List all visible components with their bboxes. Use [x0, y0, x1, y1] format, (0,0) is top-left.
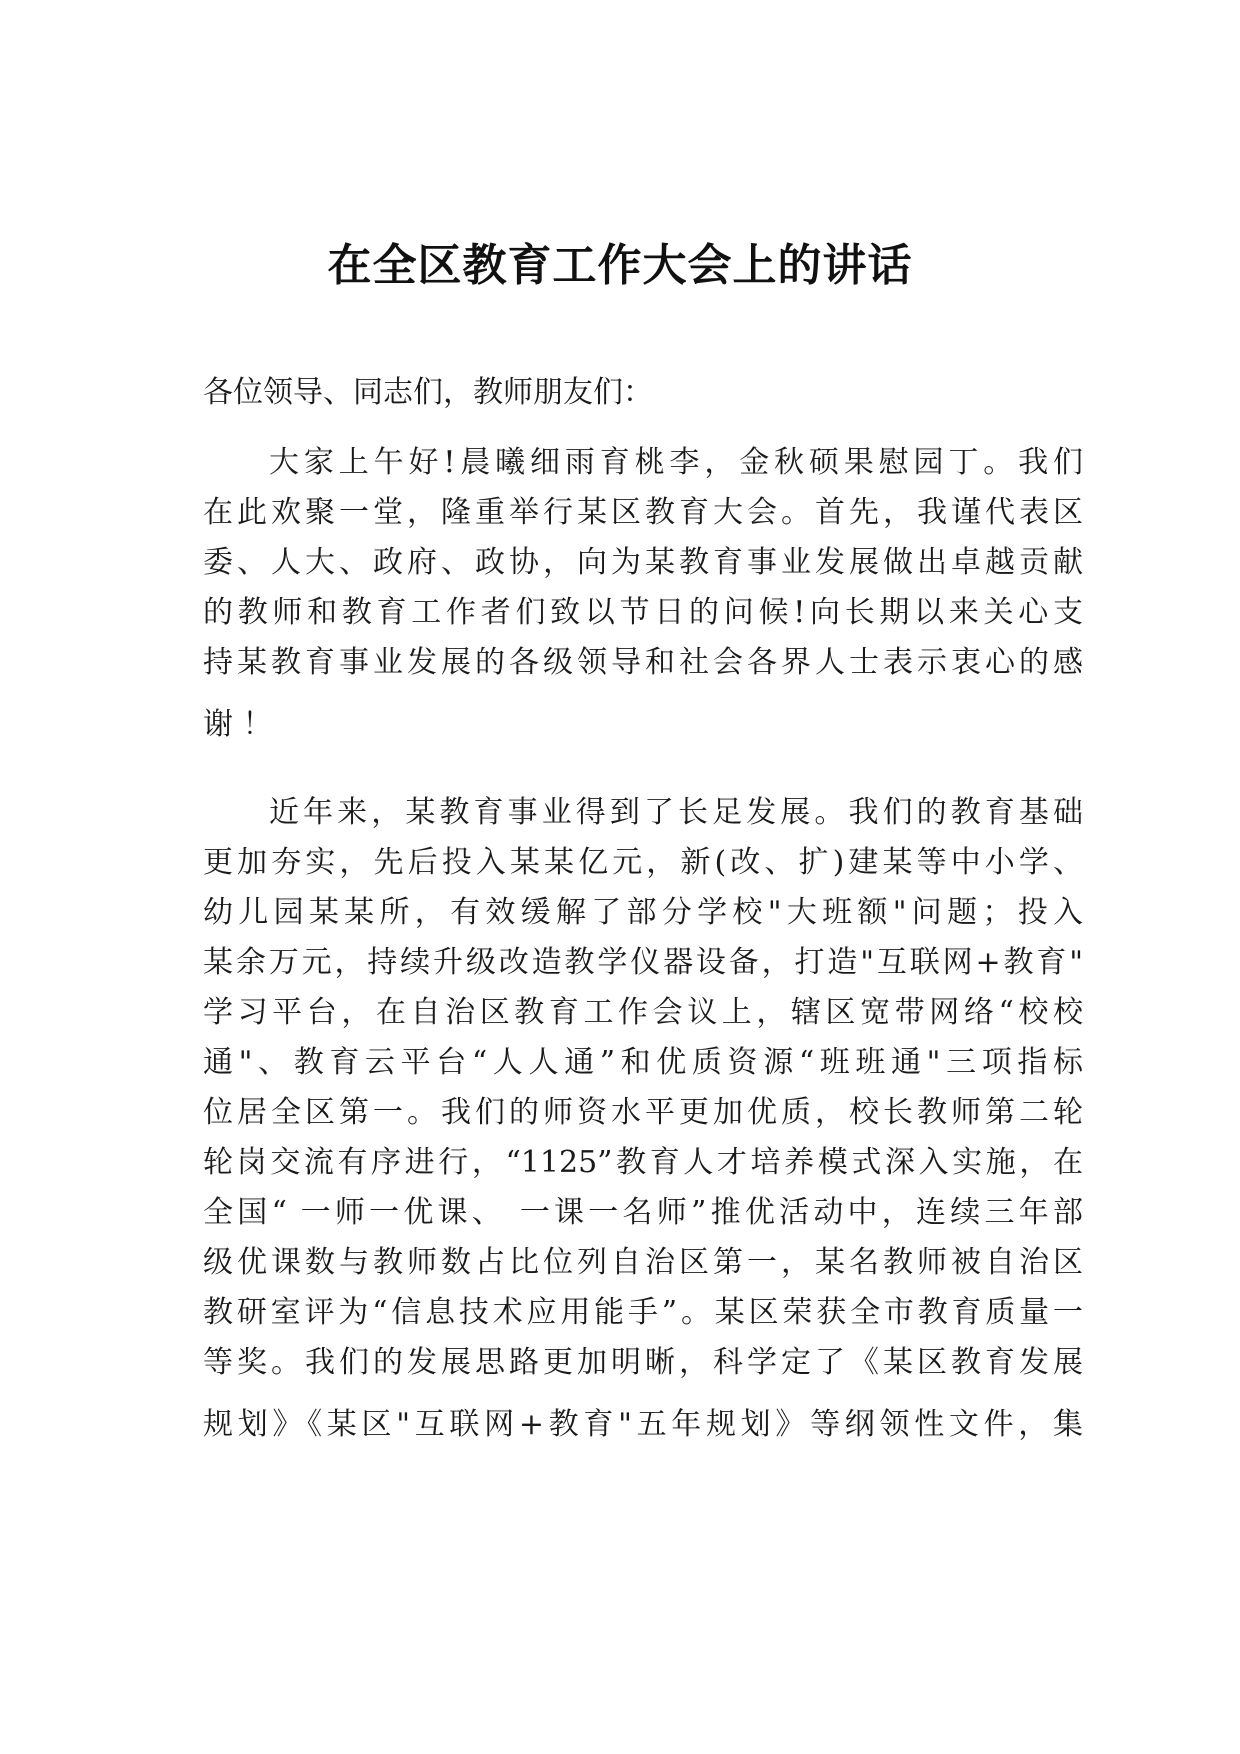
paragraph-2-line: 学习平台，在自治区教育工作会议上，辖区宽带网络“校校 [203, 995, 1083, 1030]
paragraph-2-line: 某余万元，持续升级改造教学仪器设备，打造"互联网+教育" [203, 945, 1083, 980]
paragraph-1-line: 大家上午好!晨曦细雨育桃李，金秋硕果慰园丁。我们 [269, 445, 1083, 480]
paragraph-1-line: 在此欢聚一堂，隆重举行某区教育大会。首先，我谨代表区 [203, 495, 1083, 530]
paragraph-2 [203, 788, 1083, 1450]
paragraph-2-line: 更加夯实，先后投入某某亿元，新(改、扩)建某等中小学、 [203, 845, 1083, 880]
document-title: 在全区教育工作大会上的讲话 [327, 240, 913, 291]
paragraph-2-line: 近年来，某教育事业得到了长足发展。我们的教育基础 [269, 795, 1083, 830]
paragraph-1-line: 持某教育事业发展的各级领导和社会各界人士表示衷心的感 [203, 645, 1083, 680]
paragraph-2-line: 级优课数与教师数占比位列自治区第一，某名教师被自治区 [203, 1245, 1083, 1280]
paragraph-2-line: 等奖。我们的发展思路更加明晰，科学定了《某区教育发展 [203, 1345, 1083, 1380]
salutation: 各位领导、同志们，教师朋友们： [203, 375, 653, 410]
paragraph-2-line: 位居全区第一。我们的师资水平更加优质，校长教师第二轮 [203, 1095, 1083, 1130]
paragraph-1-line: 的教师和教育工作者们致以节日的问候!向长期以来关心支 [203, 595, 1083, 630]
paragraph-2-line: 幼儿园某某所，有效缓解了部分学校"大班额"问题；投入 [203, 895, 1083, 930]
paragraph-2-line: 通"、教育云平台“人人通”和优质资源“班班通"三项指标 [203, 1045, 1083, 1080]
salutation-block [203, 368, 1083, 418]
paragraph-1-line: 谢 ！ [203, 707, 273, 742]
paragraph-1-line: 委、人大、政府、政协，向为某教育事业发展做出卓越贡献 [203, 545, 1083, 580]
paragraph-2-line: 规划》《某区"互联网+教育"五年规划》等纲领性文件，集 [203, 1407, 1083, 1442]
paragraph-1 [203, 438, 1083, 750]
paragraph-2-line: 全国“ 一师一优课、 一课一名师”推优活动中，连续三年部 [203, 1195, 1083, 1230]
paragraph-2-line: 教研室评为“信息技术应用能手”。某区荣获全市教育质量一 [203, 1295, 1083, 1330]
paragraph-2-line: 轮岗交流有序进行，“1125”教育人才培养模式深入实施，在 [203, 1145, 1083, 1180]
